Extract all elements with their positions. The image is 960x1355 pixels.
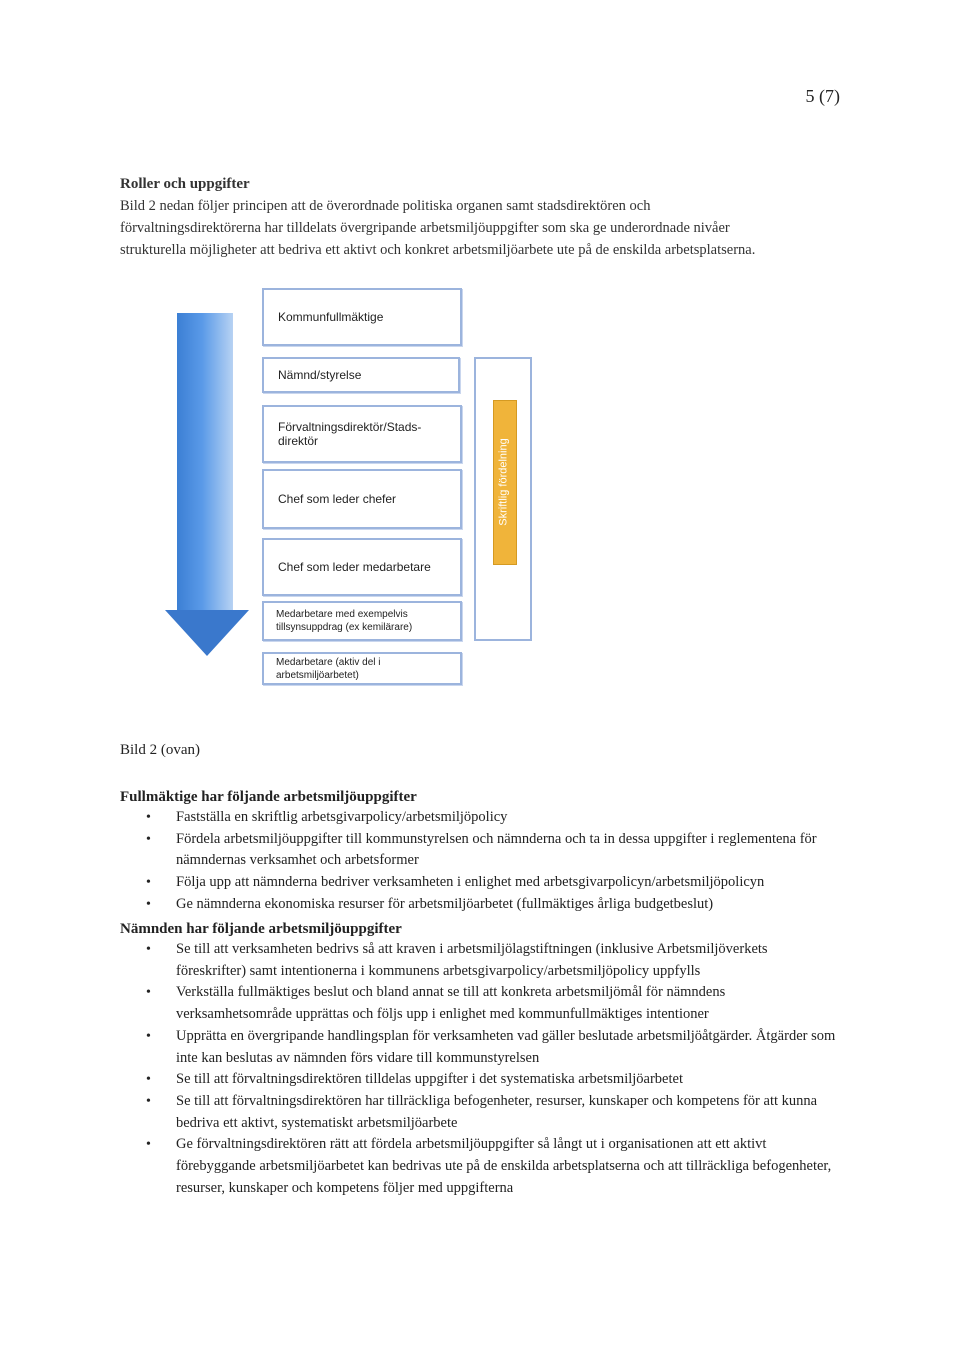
intro-line: Bild 2 nedan följer principen att de överordnade politiska organen samt stadsdirektören och xyxy=(120,198,651,214)
diagram-box-chef-chefer: Chef som leder chefer xyxy=(262,469,462,529)
list-item: • Följa upp att nämnderna bedriver verksamheten i enlighet med arbetsgivarpolicyn/arbetsmiljöpolicyn xyxy=(120,872,840,894)
list-item: • Verkställa fullmäktiges beslut och bland annat se till att konkreta arbetsmiljömål för nämndens verksamhetsområde upprättas och följs upp i enlighet med kommunfullmäktiges intentioner xyxy=(120,982,840,1025)
list-item: • Ge förvaltningsdirektören rätt att fördela arbetsmiljöuppgifter så långt ut i organisationen att ett aktivt förebyggande arbetsmiljöarbetet kan bedrivas ute på de enskilda arbetsplatserna och att tillräckliga befogenheter, resurser, kunskaper och kompetens följer med uppgifterna xyxy=(120,1134,840,1199)
list-item: • Se till att förvaltningsdirektören har tillräckliga befogenheter, resurser, kunskaper och kompetens för att kunna bedriva ett aktivt, systematiskt arbetsmiljöarbete xyxy=(120,1091,840,1134)
diagram-box-medarbetare-tillsyn: Medarbetare med exempelvis tillsynsuppdrag (ex kemilärare) xyxy=(262,601,462,641)
side-label-container xyxy=(493,400,515,563)
page-number: 5 (7) xyxy=(805,86,840,106)
diagram-box-chef-medarbetare: Chef som leder medarbetare xyxy=(262,538,462,596)
intro-section xyxy=(120,173,880,261)
list-item: • Upprätta en övergripande handlingsplan för verksamheten vad gäller beslutade arbetsmiljöåtgärder. Åtgärder som inte kan beslutas av nämnden förs vidare till kommunstyrelsen xyxy=(120,1026,840,1069)
list-item: • Fördela arbetsmiljöuppgifter till kommunstyrelsen och nämnderna och ta in dessa uppgifter i reglementena för nämndernas verksamhet och arbetsformer xyxy=(120,829,840,872)
list-item: • Se till att förvaltningsdirektören tilldelas uppgifter i det systematiska arbetsmiljöarbetet xyxy=(120,1069,840,1091)
section-heading-namnden: Nämnden har följande arbetsmiljöuppgifter xyxy=(120,921,402,937)
diagram-box-forvaltningsdirektor: Förvaltningsdirektör/Stads-direktör xyxy=(262,405,462,463)
list-item: • Ge nämnderna ekonomiska resurser för arbetsmiljöarbetet (fullmäktiges årliga budgetbeslut) xyxy=(120,894,840,916)
intro-line: förvaltningsdirektörerna har tilldelats övergripande arbetsmiljöuppgifter som ska ge underordnade nivåer xyxy=(120,220,730,236)
section-heading-roles: Roller och uppgifter xyxy=(120,176,250,192)
section-heading-fullmaktige: Fullmäktige har följande arbetsmiljöuppgifter xyxy=(120,789,417,805)
list-item: • Se till att verksamheten bedrivs så att kraven i arbetsmiljölagstiftningen (inklusive Arbetsmiljöverkets föreskrifter) samt intentionerna i kommunens arbetsgivarpolicy/arbetsmiljöpolicy uppfylls xyxy=(120,939,840,982)
diagram-box-namnd: Nämnd/styrelse xyxy=(262,357,460,393)
intro-line: strukturella möjligheter att bedriva ett aktivt och konkret arbetsmiljöarbete ute på de enskilda arbetsplatserna. xyxy=(120,242,756,258)
diagram-box-medarbetare-aktiv: Medarbetare (aktiv del i arbetsmiljöarbetet) xyxy=(262,652,462,685)
side-label: Skriftlig fördelning xyxy=(498,437,510,526)
downward-arrow-head xyxy=(165,610,249,656)
fullmaktige-section xyxy=(120,787,840,916)
fullmaktige-list xyxy=(120,807,840,916)
list-item: • Fastställa en skriftlig arbetsgivarpolicy/arbetsmiljöpolicy xyxy=(120,807,840,829)
figure-caption: Bild 2 (ovan) xyxy=(120,742,200,758)
organization-diagram xyxy=(160,285,540,695)
downward-arrow-shaft xyxy=(177,313,233,613)
diagram-box-kommunfullmaktige: Kommunfullmäktige xyxy=(262,288,462,346)
namnden-list xyxy=(120,939,840,1199)
namnden-section xyxy=(120,919,840,1199)
